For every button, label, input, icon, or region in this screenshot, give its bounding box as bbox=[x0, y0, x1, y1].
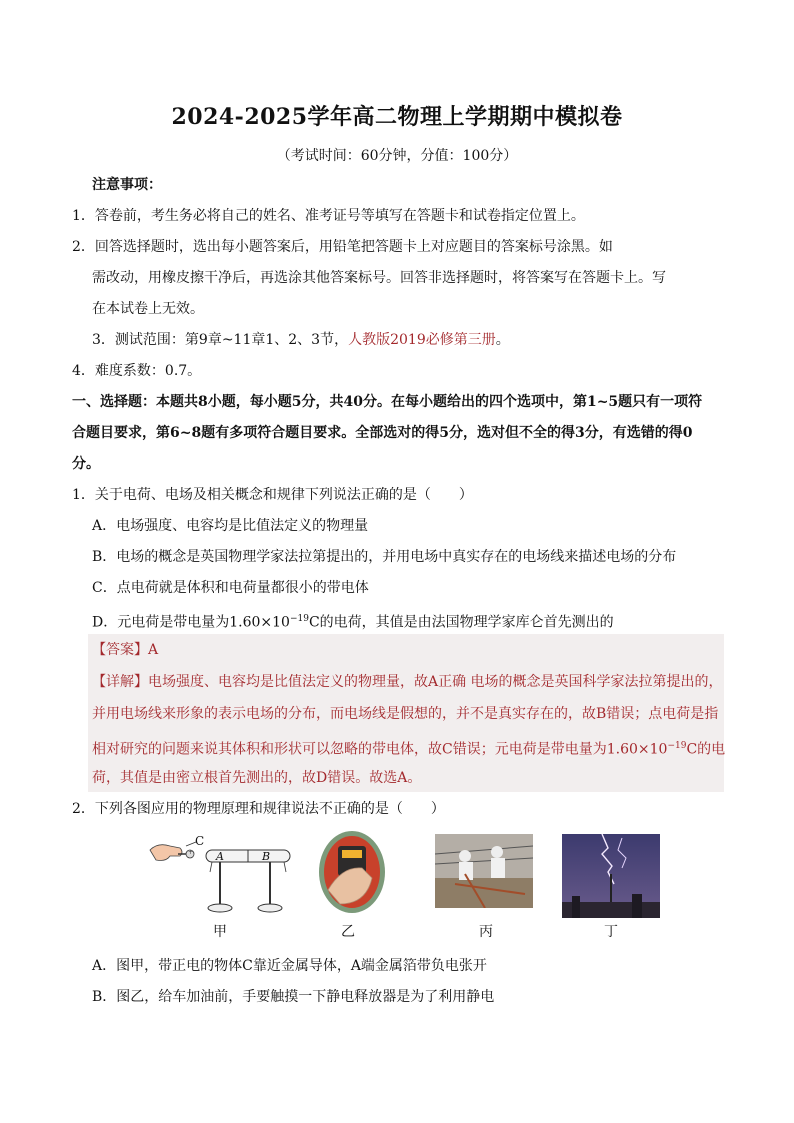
figure-lightning-rod-photo bbox=[562, 834, 660, 918]
figure-label-yi: 乙 bbox=[341, 924, 355, 940]
figure-static-discharger-photo bbox=[318, 830, 386, 914]
figure-electroscope-diagram bbox=[148, 832, 308, 922]
notice-item-4: 4．难度系数：0.7。 bbox=[72, 363, 202, 379]
question-2-option-b: B．图乙，给车加油前，手要触摸一下静电释放器是为了利用静电 bbox=[92, 989, 495, 1005]
section-instructions-line1: 一、选择题：本题共8小题，每小题5分，共40分。在每小题给出的四个选项中，第1~5题只有一项符 bbox=[72, 394, 703, 410]
question-1-stem: 1．关于电荷、电场及相关概念和规律下列说法正确的是（ ） bbox=[72, 487, 473, 503]
notice-item-2-cont: 需改动，用橡皮擦干净后，再选涂其他答案标号。回答非选择题时，将答案写在答题卡上。写 bbox=[92, 270, 666, 286]
exam-info: （考试时间：60分钟，分值：100分） bbox=[276, 148, 518, 164]
figure-high-voltage-workers-photo bbox=[435, 834, 533, 908]
notice-heading: 注意事项： bbox=[92, 177, 162, 193]
section-instructions-line2: 合题目要求，第6~8题有多项符合题目要求。全部选对的得5分，选对但不全的得3分，有选错的得0 bbox=[72, 425, 693, 441]
label-b: B bbox=[262, 850, 271, 863]
svg-text:+: + bbox=[188, 849, 194, 856]
notice-item-2: 2．回答选择题时，选出每小题答案后，用铅笔把答题卡上对应题目的答案标号涂黑。如 bbox=[72, 239, 613, 255]
stand-base-a bbox=[208, 904, 232, 912]
hand-icon bbox=[150, 845, 182, 861]
detail-line-2: 并用电场线来形象的表示电场的分布，而电场线是假想的，并不是真实存在的，故B错误；点电荷是指 bbox=[92, 706, 719, 722]
detail-line-4: 荷，其值是由密立根首先测出的，故D错误。故选A。 bbox=[92, 770, 422, 786]
detail-line-1: 【详解】电场强度、电容均是比值法定义的物理量，故A正确 电场的概念是英国科学家法拉第提出的， bbox=[92, 674, 723, 690]
page-title: 2024-2025学年高二物理上学期期中模拟卷 bbox=[171, 104, 623, 130]
figure-label-bing: 丙 bbox=[479, 924, 493, 940]
label-c: C bbox=[195, 834, 205, 848]
notice-item-3: 3．测试范围：第9章~11章1、2、3节，人教版2019必修第三册。 bbox=[92, 332, 510, 348]
notice-item-1: 1．答卷前，考生务必将自己的姓名、准考证号等填写在答题卡和试卷指定位置上。 bbox=[72, 208, 585, 224]
figure-label-ding: 丁 bbox=[604, 924, 618, 940]
label-a: A bbox=[216, 850, 224, 863]
question-2-option-a: A．图甲，带正电的物体C靠近金属导体，A端金属箔带负电张开 bbox=[92, 958, 487, 974]
question-1-option-d: D．元电荷是带电量为$1.60\times 10^{-19}C$的电荷，其值是由法国物理学家库仑首先测出的 bbox=[92, 614, 614, 631]
figure-label-jia: 甲 bbox=[213, 924, 227, 940]
question-2-stem: 2．下列各图应用的物理原理和规律说法不正确的是（ ） bbox=[72, 801, 445, 817]
stand-base-b bbox=[258, 904, 282, 912]
question-1-option-c: C．点电荷就是体积和电荷量都很小的带电体 bbox=[92, 580, 369, 596]
answer-line: 【答案】A bbox=[92, 642, 159, 658]
foil-a bbox=[210, 862, 212, 872]
foil-b bbox=[284, 862, 286, 872]
textbook-edition: 人教版2019必修第三册 bbox=[348, 332, 496, 348]
question-1-option-a: A．电场强度、电容均是比值法定义的物理量 bbox=[92, 518, 369, 534]
notice-item-2-end: 在本试卷上无效。 bbox=[92, 301, 204, 317]
section-instructions-line3: 分。 bbox=[72, 456, 100, 472]
detail-line-3: 相对研究的问题来说其体积和形状可以忽略的带电体，故C错误；元电荷是带电量为$1.60\times 10^{-19}C$的电 bbox=[92, 741, 726, 758]
question-1-option-b: B．电场的概念是英国物理学家法拉第提出的，并用电场中真实存在的电场线来描述电场的分布 bbox=[92, 549, 677, 565]
